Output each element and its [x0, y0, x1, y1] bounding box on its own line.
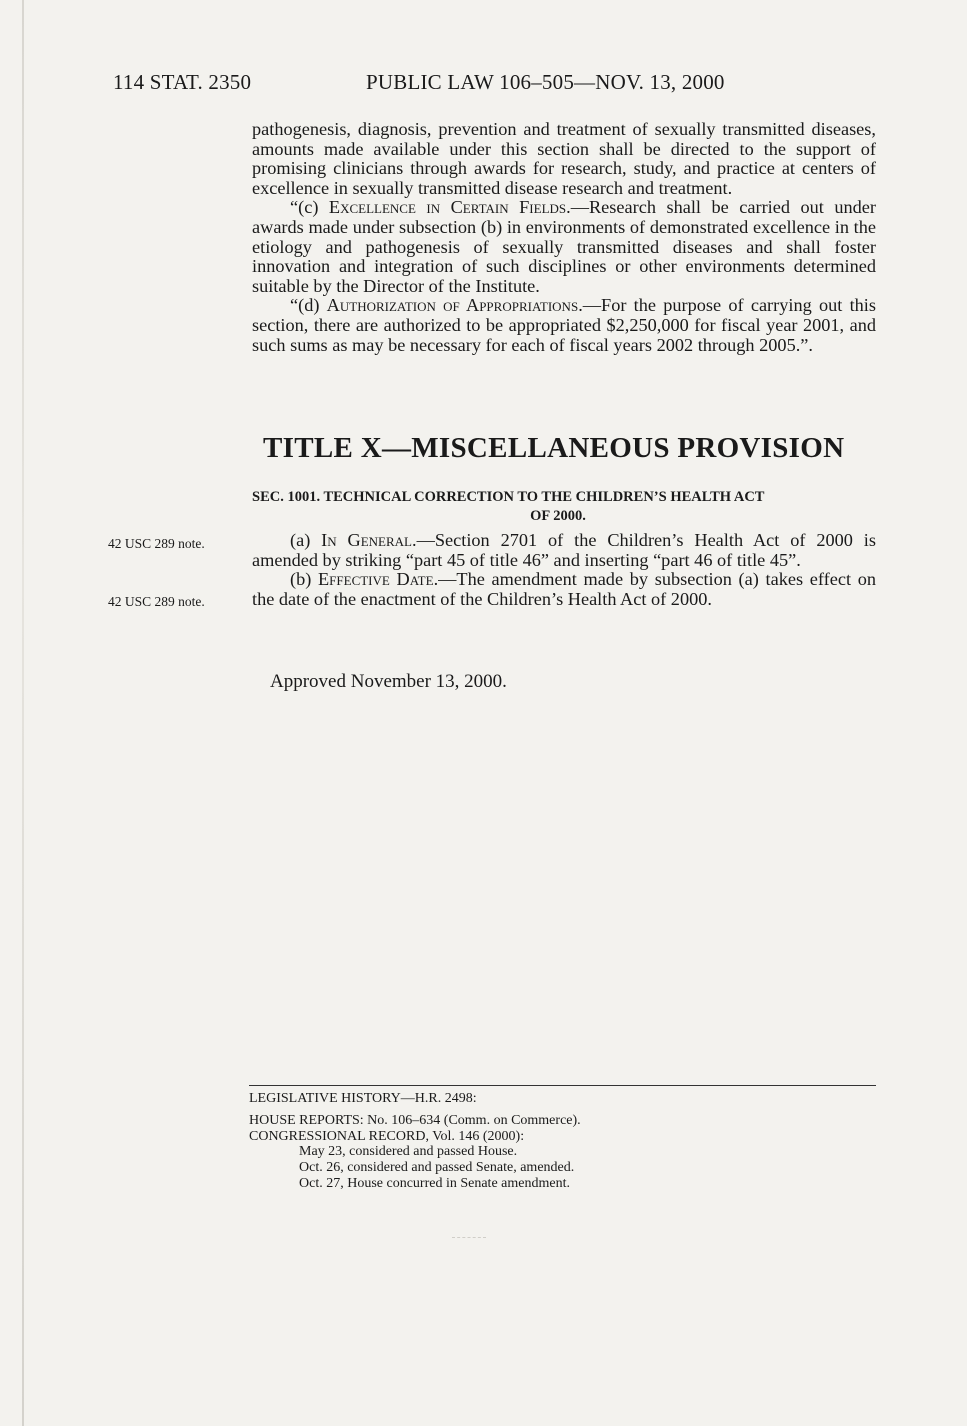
title-heading: TITLE X—MISCELLANEOUS PROVISION	[263, 432, 845, 464]
public-law-citation: PUBLIC LAW 106–505—NOV. 13, 2000	[366, 70, 725, 94]
history-title: LEGISLATIVE HISTORY—H.R. 2498:	[249, 1091, 477, 1106]
approval-date: Approved November 13, 2000.	[270, 671, 507, 692]
house-reports: HOUSE REPORTS: No. 106–634 (Comm. on Commerce).	[249, 1112, 581, 1128]
congressional-record: CONGRESSIONAL RECORD, Vol. 146 (2000):	[249, 1128, 525, 1144]
subsection-b-text: .—The amendment made by subsection (a) takes effect on the date of the enactment of the Children’s Health Act of 2000.	[252, 569, 876, 609]
history-entry: May 23, considered and passed House.	[299, 1144, 518, 1160]
subsection-d-text: .—For the purpose of carrying out this section, there are authorized to be appropriated $2,250,000 for fiscal year 2001, and such sums as may be necessary for each of fiscal years 2002 through 2005.”.	[252, 295, 876, 355]
subsection-a-label: (a)	[290, 530, 322, 550]
scan-artifact	[452, 1237, 486, 1239]
section-heading-line1: SEC. 1001. TECHNICAL CORRECTION TO THE CHILDREN’S HEALTH ACT	[252, 489, 765, 505]
history-divider	[249, 1085, 876, 1086]
section-heading-line2: OF 2000.	[530, 508, 586, 524]
subsection-d-heading: Authorization of Appropriations	[326, 295, 579, 316]
legislative-history	[249, 1085, 876, 1192]
continued-section-text	[252, 120, 876, 355]
margin-note-a: 42 USC 289 note.	[108, 536, 205, 551]
subsection-c-text: .—Research shall be carried out under awards made under subsection (b) in environments of demonstrated excellence in the etiology and pathogenesis of sexually transmitted diseases and shall foster innovation and integration of such disciplines or other environments determined suitable by the Director of the Institute.	[252, 197, 876, 296]
subsection-d-label: “(d)	[290, 295, 327, 316]
subsection-c	[252, 198, 876, 296]
subsection-a-text: .—Section 2701 of the Children’s Health Act of 2000 is amended by striking “part 45 of title 46” and inserting “part 46 of title 45”.	[252, 530, 876, 570]
subsection-b	[252, 570, 876, 609]
subsection-c-label: “(c)	[290, 197, 329, 218]
subsection-b-label: (b)	[290, 569, 318, 590]
margin-note-b: 42 USC 289 note.	[108, 594, 205, 609]
subsection-d	[252, 296, 876, 355]
section-heading	[252, 488, 876, 526]
history-entry: Oct. 26, considered and passed Senate, amended.	[299, 1160, 575, 1176]
history-entry: Oct. 27, House concurred in Senate amendment.	[299, 1175, 570, 1191]
section-1001-text	[252, 531, 876, 609]
page-edge	[22, 0, 24, 1426]
subsection-a	[252, 531, 876, 570]
subsection-a-heading: In General	[321, 530, 412, 550]
stat-citation: 114 STAT. 2350	[113, 70, 252, 94]
subsection-b-heading: Effective Date	[318, 569, 434, 590]
paragraph-continuation: pathogenesis, diagnosis, prevention and treatment of sexually transmitted diseases, amounts made available under this section shall be directed to the support of promising clinicians through awards for research, study, and practice at centers of excellence in sexually transmitted disease research and treatment.	[252, 119, 876, 198]
subsection-c-heading: Excellence in Certain Fields	[328, 197, 567, 218]
